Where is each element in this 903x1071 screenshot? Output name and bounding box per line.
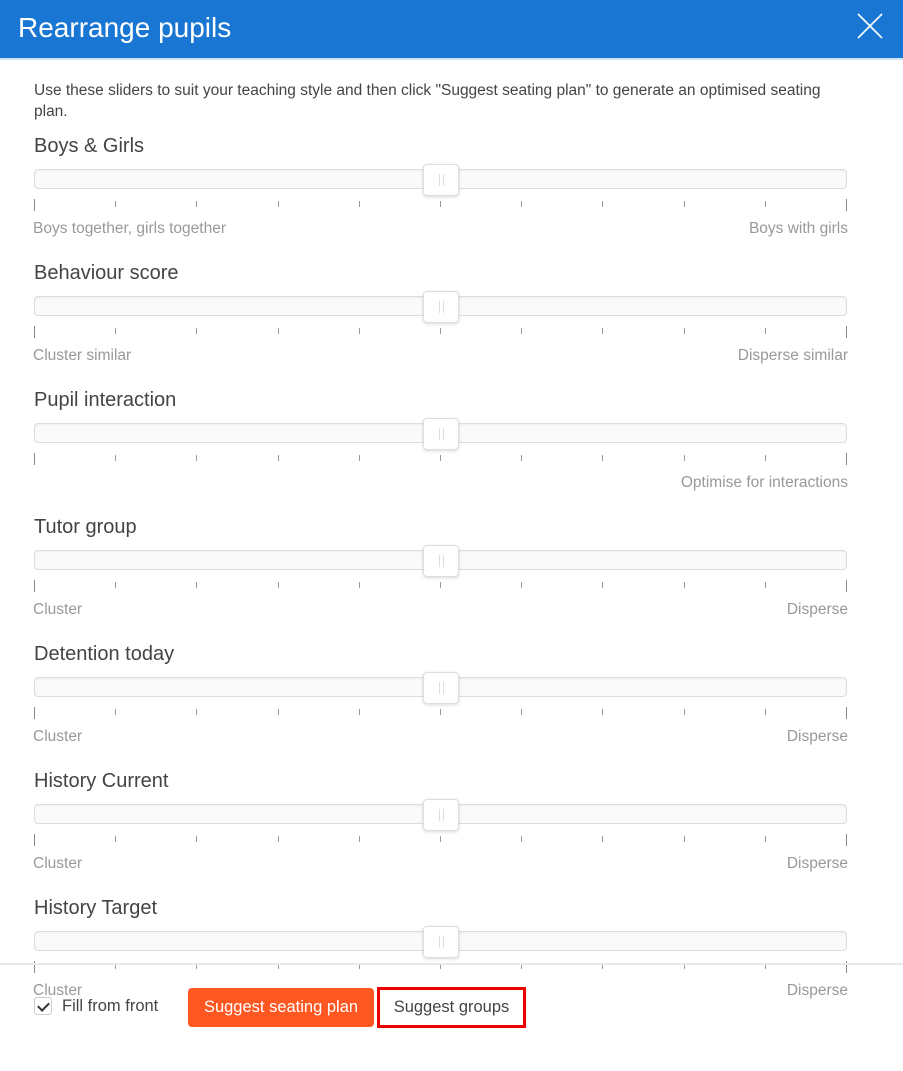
- slider-tick: [115, 201, 116, 207]
- slider-track[interactable]: [34, 423, 847, 443]
- slider-tick: [846, 834, 847, 846]
- slider-tick: [359, 709, 360, 715]
- slider-tick: [34, 326, 35, 338]
- slider-tick: [684, 709, 685, 715]
- slider-ticks: [34, 707, 847, 721]
- slider-tick: [196, 328, 197, 334]
- slider-tick: [765, 455, 766, 461]
- slider-tick: [765, 582, 766, 588]
- slider-tick: [602, 709, 603, 715]
- slider-tick: [846, 453, 847, 465]
- slider-tick: [115, 582, 116, 588]
- slider-tick: [440, 201, 441, 207]
- slider-handle[interactable]: [423, 926, 459, 958]
- slider-tick: [359, 836, 360, 842]
- slider-max-label: Disperse: [786, 982, 848, 999]
- slider-max-label: Optimise for interactions: [680, 474, 848, 491]
- slider-max-label: Disperse: [786, 855, 848, 872]
- slider-tick: [34, 453, 35, 465]
- slider-tick: [34, 199, 35, 211]
- slider-min-label: Cluster: [33, 982, 83, 999]
- slider-tick: [765, 201, 766, 207]
- slider-group: [0, 135, 903, 262]
- slider-tick: [765, 836, 766, 842]
- slider-tick: [846, 326, 847, 338]
- slider-ticks: [34, 580, 847, 594]
- footer-divider: [0, 963, 903, 965]
- slider-group: [0, 389, 903, 516]
- slider-tick: [196, 201, 197, 207]
- slider-label: History Target: [34, 897, 158, 919]
- slider-tick: [359, 328, 360, 334]
- slider-tick: [34, 707, 35, 719]
- slider-handle[interactable]: [423, 799, 459, 831]
- slider-label: Tutor group: [34, 516, 137, 538]
- slider-min-label: Cluster: [33, 855, 83, 872]
- slider-tick: [602, 201, 603, 207]
- slider-handle[interactable]: [423, 672, 459, 704]
- slider-tick: [34, 580, 35, 592]
- slider-track[interactable]: [34, 169, 847, 189]
- intro-text: Use these sliders to suit your teaching style and then click "Suggest seating plan" to generate an optimised seating plan.: [34, 82, 821, 120]
- slider-tick: [440, 328, 441, 334]
- slider-group: [0, 516, 903, 643]
- slider-tick: [278, 582, 279, 588]
- slider-tick: [602, 582, 603, 588]
- slider-tick: [684, 455, 685, 461]
- slider-ticks: [34, 199, 847, 213]
- slider-tick: [440, 836, 441, 842]
- slider-track[interactable]: [34, 931, 847, 951]
- slider-group: [0, 643, 903, 770]
- slider-tick: [602, 328, 603, 334]
- slider-label: Boys & Girls: [34, 135, 145, 157]
- suggest-groups-button[interactable]: Suggest groups: [377, 987, 526, 1028]
- slider-group: [0, 770, 903, 897]
- slider-tick: [684, 582, 685, 588]
- slider-tick: [602, 455, 603, 461]
- slider-handle[interactable]: [423, 545, 459, 577]
- slider-tick: [684, 201, 685, 207]
- slider-handle[interactable]: [423, 164, 459, 196]
- slider-tick: [196, 836, 197, 842]
- slider-ticks: [34, 834, 847, 848]
- slider-min-label: Boys together, girls together: [33, 220, 227, 237]
- suggest-seating-plan-button[interactable]: Suggest seating plan: [188, 988, 374, 1027]
- slider-tick: [359, 455, 360, 461]
- dialog-title: Rearrange pupils: [18, 12, 232, 43]
- fill-from-front-checkbox[interactable]: [34, 997, 52, 1015]
- slider-min-label: Cluster: [33, 728, 83, 745]
- slider-label: History Current: [34, 770, 169, 792]
- slider-group: [0, 262, 903, 389]
- slider-min-label: Cluster similar: [33, 347, 132, 364]
- slider-tick: [521, 836, 522, 842]
- slider-handle[interactable]: [423, 418, 459, 450]
- slider-tick: [765, 709, 766, 715]
- slider-max-label: Disperse: [786, 601, 848, 618]
- slider-label: Detention today: [34, 643, 175, 665]
- slider-ticks: [34, 326, 847, 340]
- dialog-body: [0, 62, 903, 999]
- slider-track[interactable]: [34, 296, 847, 316]
- slider-tick: [521, 328, 522, 334]
- slider-tick: [196, 709, 197, 715]
- slider-tick: [521, 455, 522, 461]
- slider-tick: [846, 580, 847, 592]
- slider-tick: [440, 709, 441, 715]
- slider-tick: [440, 455, 441, 461]
- slider-tick: [278, 836, 279, 842]
- slider-tick: [359, 582, 360, 588]
- slider-tick: [521, 201, 522, 207]
- slider-tick: [359, 201, 360, 207]
- slider-tick: [115, 836, 116, 842]
- slider-tick: [115, 455, 116, 461]
- slider-tick: [278, 201, 279, 207]
- slider-tick: [521, 582, 522, 588]
- slider-tick: [34, 834, 35, 846]
- slider-label: Behaviour score: [34, 262, 179, 284]
- slider-tick: [115, 709, 116, 715]
- slider-tick: [278, 328, 279, 334]
- slider-tick: [196, 455, 197, 461]
- slider-tick: [846, 199, 847, 211]
- fill-from-front-label[interactable]: Fill from front: [62, 997, 159, 1015]
- slider-tick: [684, 328, 685, 334]
- slider-tick: [115, 328, 116, 334]
- slider-max-label: Boys with girls: [748, 220, 848, 237]
- slider-handle[interactable]: [423, 291, 459, 323]
- slider-min-label: Cluster: [33, 601, 83, 618]
- dialog-header: [0, 0, 903, 60]
- slider-tick: [440, 582, 441, 588]
- slider-track[interactable]: [34, 804, 847, 824]
- slider-tick: [278, 709, 279, 715]
- slider-tick: [684, 836, 685, 842]
- slider-track[interactable]: [34, 677, 847, 697]
- slider-max-label: Disperse: [786, 728, 848, 745]
- slider-tick: [846, 707, 847, 719]
- slider-label: Pupil interaction: [34, 389, 177, 411]
- slider-ticks: [34, 453, 847, 467]
- slider-tick: [602, 836, 603, 842]
- slider-tick: [196, 582, 197, 588]
- slider-max-label: Disperse similar: [737, 347, 848, 364]
- slider-tick: [765, 328, 766, 334]
- slider-tick: [278, 455, 279, 461]
- close-icon[interactable]: [857, 13, 883, 39]
- slider-track[interactable]: [34, 550, 847, 570]
- slider-tick: [521, 709, 522, 715]
